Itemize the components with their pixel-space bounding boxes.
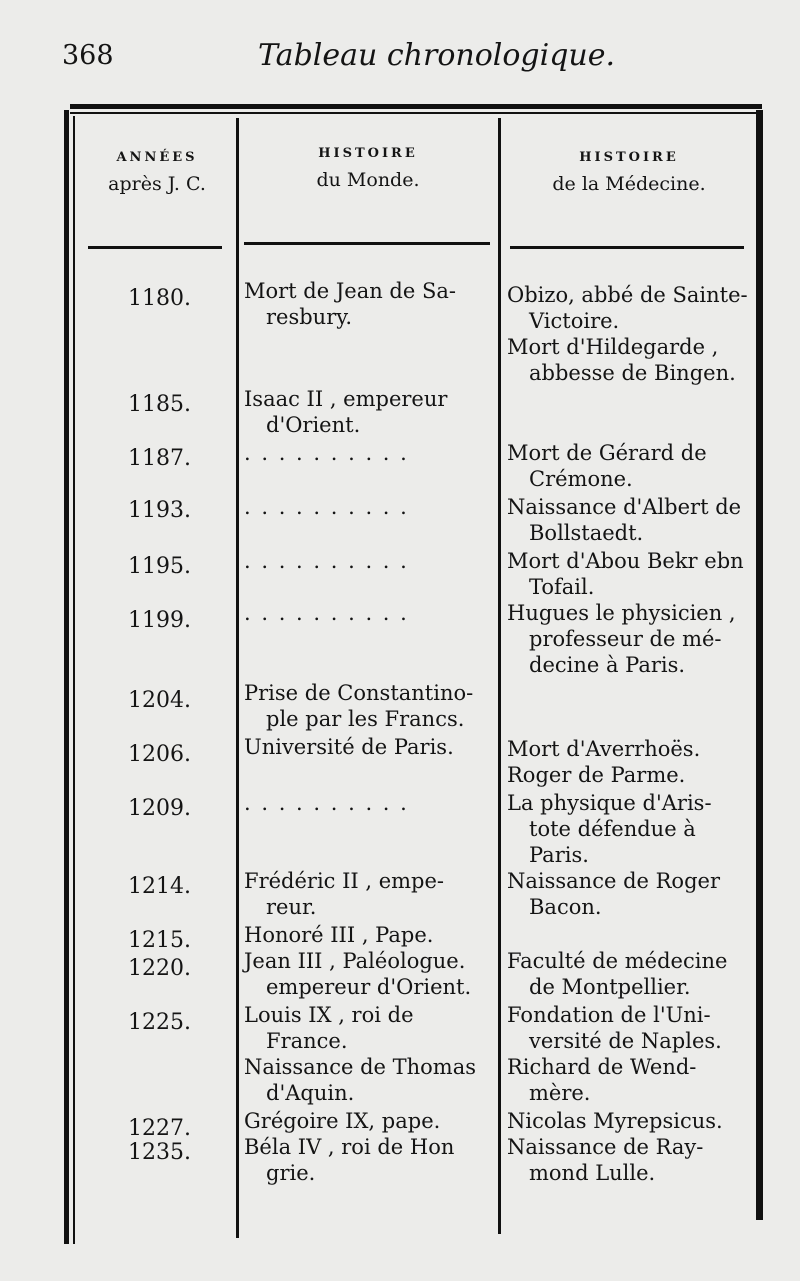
text-line: Louis IX , roi de: [244, 1003, 414, 1027]
text-line: Richard de Wend-: [507, 1055, 697, 1079]
text-line: Bacon.: [529, 895, 602, 919]
year-1187: 1187.: [128, 446, 191, 471]
medicine-event: [507, 440, 752, 492]
text-line: tote défendue à: [529, 817, 696, 841]
text-line: decine à Paris.: [529, 653, 686, 677]
text-line: Naissance de Thomas: [244, 1055, 477, 1079]
medicine-event: [507, 548, 752, 600]
text-line: empereur d'Orient.: [266, 975, 472, 999]
text-line: abbesse de Bingen.: [529, 361, 736, 385]
medicine-event: [507, 736, 752, 788]
text-line: Hugues le physicien ,: [507, 601, 736, 625]
text-line: Béla IV , roi de Hon: [244, 1135, 455, 1159]
world-event: [244, 948, 488, 1000]
world-event: Honoré III , Pape.: [244, 923, 434, 947]
text-line: grie.: [266, 1161, 316, 1185]
year-1193: 1193.: [128, 498, 191, 523]
year-1206: 1206.: [128, 742, 191, 767]
medicine-event: [507, 1134, 752, 1186]
world-event: [244, 680, 488, 732]
text-line: d'Orient.: [266, 413, 361, 437]
text-line: Mort d'Hildegarde ,: [507, 335, 719, 359]
header-years-caps: ANNÉES: [116, 150, 198, 165]
medicine-event: [507, 282, 752, 386]
text-line: professeur de mé-: [529, 627, 722, 651]
medicine-event: [507, 600, 752, 678]
medicine-event: [507, 790, 752, 868]
year-1180: 1180.: [128, 286, 191, 311]
world-event: Université de Paris.: [244, 735, 454, 759]
world-event: . . . . . . . . . .: [244, 601, 409, 625]
header-medicine-caps: HISTOIRE: [579, 150, 679, 165]
medicine-event: [507, 494, 752, 546]
header-world-caps: HISTOIRE: [318, 146, 418, 161]
world-event: [244, 278, 488, 330]
text-line: mond Lulle.: [529, 1161, 656, 1185]
year-1225: 1225.: [128, 1010, 191, 1035]
text-line: Paris.: [529, 843, 589, 867]
text-line: Victoire.: [529, 309, 620, 333]
text-line: mère.: [529, 1081, 591, 1105]
year-1209: 1209.: [128, 796, 191, 821]
year-1214: 1214.: [128, 874, 191, 899]
header-years-sub: après J. C.: [108, 173, 206, 195]
year-1199: 1199.: [128, 608, 191, 633]
year-1220: 1220.: [128, 956, 191, 981]
year-1227: 1227.: [128, 1116, 191, 1141]
top-rule: [70, 104, 762, 109]
text-line: Mort d'Abou Bekr ebn: [507, 549, 744, 573]
medicine-event: [507, 948, 752, 1000]
column-divider-1: [236, 118, 239, 1238]
world-event: [244, 1134, 488, 1186]
text-line: Crémone.: [529, 467, 633, 491]
header-years: [78, 150, 236, 195]
text-line: versité de Naples.: [529, 1029, 722, 1053]
text-line: Mort de Jean de Sa-: [244, 279, 456, 303]
text-line: Naissance de Roger: [507, 869, 720, 893]
header-world: [240, 146, 496, 191]
text-line: Jean III , Paléologue.: [244, 949, 466, 973]
world-event: [244, 386, 488, 438]
text-line: Mort d'Averrhoës.: [507, 737, 701, 761]
text-line: de Montpellier.: [529, 975, 691, 999]
header-rule-world: [244, 242, 490, 245]
text-line: Tofail.: [529, 575, 595, 599]
text-line: Naissance de Ray-: [507, 1135, 704, 1159]
world-event: Grégoire IX, pape.: [244, 1109, 441, 1133]
text-line: Roger de Parme.: [507, 763, 686, 787]
world-event: [244, 868, 488, 920]
text-line: Frédéric II , empe-: [244, 869, 445, 893]
left-border-inner: [73, 116, 75, 1244]
text-line: ple par les Francs.: [266, 707, 465, 731]
text-line: Obizo, abbé de Sainte-: [507, 283, 748, 307]
header-world-sub: du Monde.: [316, 169, 420, 191]
text-line: Isaac II , empereur: [244, 387, 448, 411]
running-title: Tableau chronologique.: [258, 38, 616, 73]
world-event: . . . . . . . . . .: [244, 441, 409, 465]
medicine-event: [507, 868, 752, 920]
year-1235: 1235.: [128, 1140, 191, 1165]
medicine-event: Nicolas Myrepsicus.: [507, 1109, 723, 1133]
world-event: . . . . . . . . . .: [244, 791, 409, 815]
column-divider-2: [498, 118, 501, 1234]
text-line: Bollstaedt.: [529, 521, 644, 545]
year-1185: 1185.: [128, 392, 191, 417]
world-event: [244, 1002, 488, 1106]
year-1204: 1204.: [128, 688, 191, 713]
world-event: . . . . . . . . . .: [244, 549, 409, 573]
left-border: [64, 110, 69, 1244]
header-medicine-sub: de la Médecine.: [552, 173, 706, 195]
page-number: 368: [62, 40, 114, 71]
header-rule-years: [88, 246, 222, 249]
header-medicine: [502, 150, 756, 195]
text-line: Fondation de l'Uni-: [507, 1003, 711, 1027]
header-rule-medicine: [510, 246, 744, 249]
text-line: d'Aquin.: [266, 1081, 355, 1105]
text-line: resbury.: [266, 305, 352, 329]
medicine-event: [507, 1002, 752, 1106]
right-border: [756, 110, 763, 1220]
text-line: reur.: [266, 895, 317, 919]
text-line: Faculté de médecine: [507, 949, 728, 973]
text-line: Mort de Gérard de: [507, 441, 707, 465]
world-event: . . . . . . . . . .: [244, 495, 409, 519]
text-line: Naissance d'Albert de: [507, 495, 742, 519]
year-1215: 1215.: [128, 928, 191, 953]
text-line: France.: [266, 1029, 348, 1053]
text-line: La physique d'Aris-: [507, 791, 712, 815]
year-1195: 1195.: [128, 554, 191, 579]
top-rule-thin: [70, 112, 762, 114]
text-line: Prise de Constantino-: [244, 681, 474, 705]
